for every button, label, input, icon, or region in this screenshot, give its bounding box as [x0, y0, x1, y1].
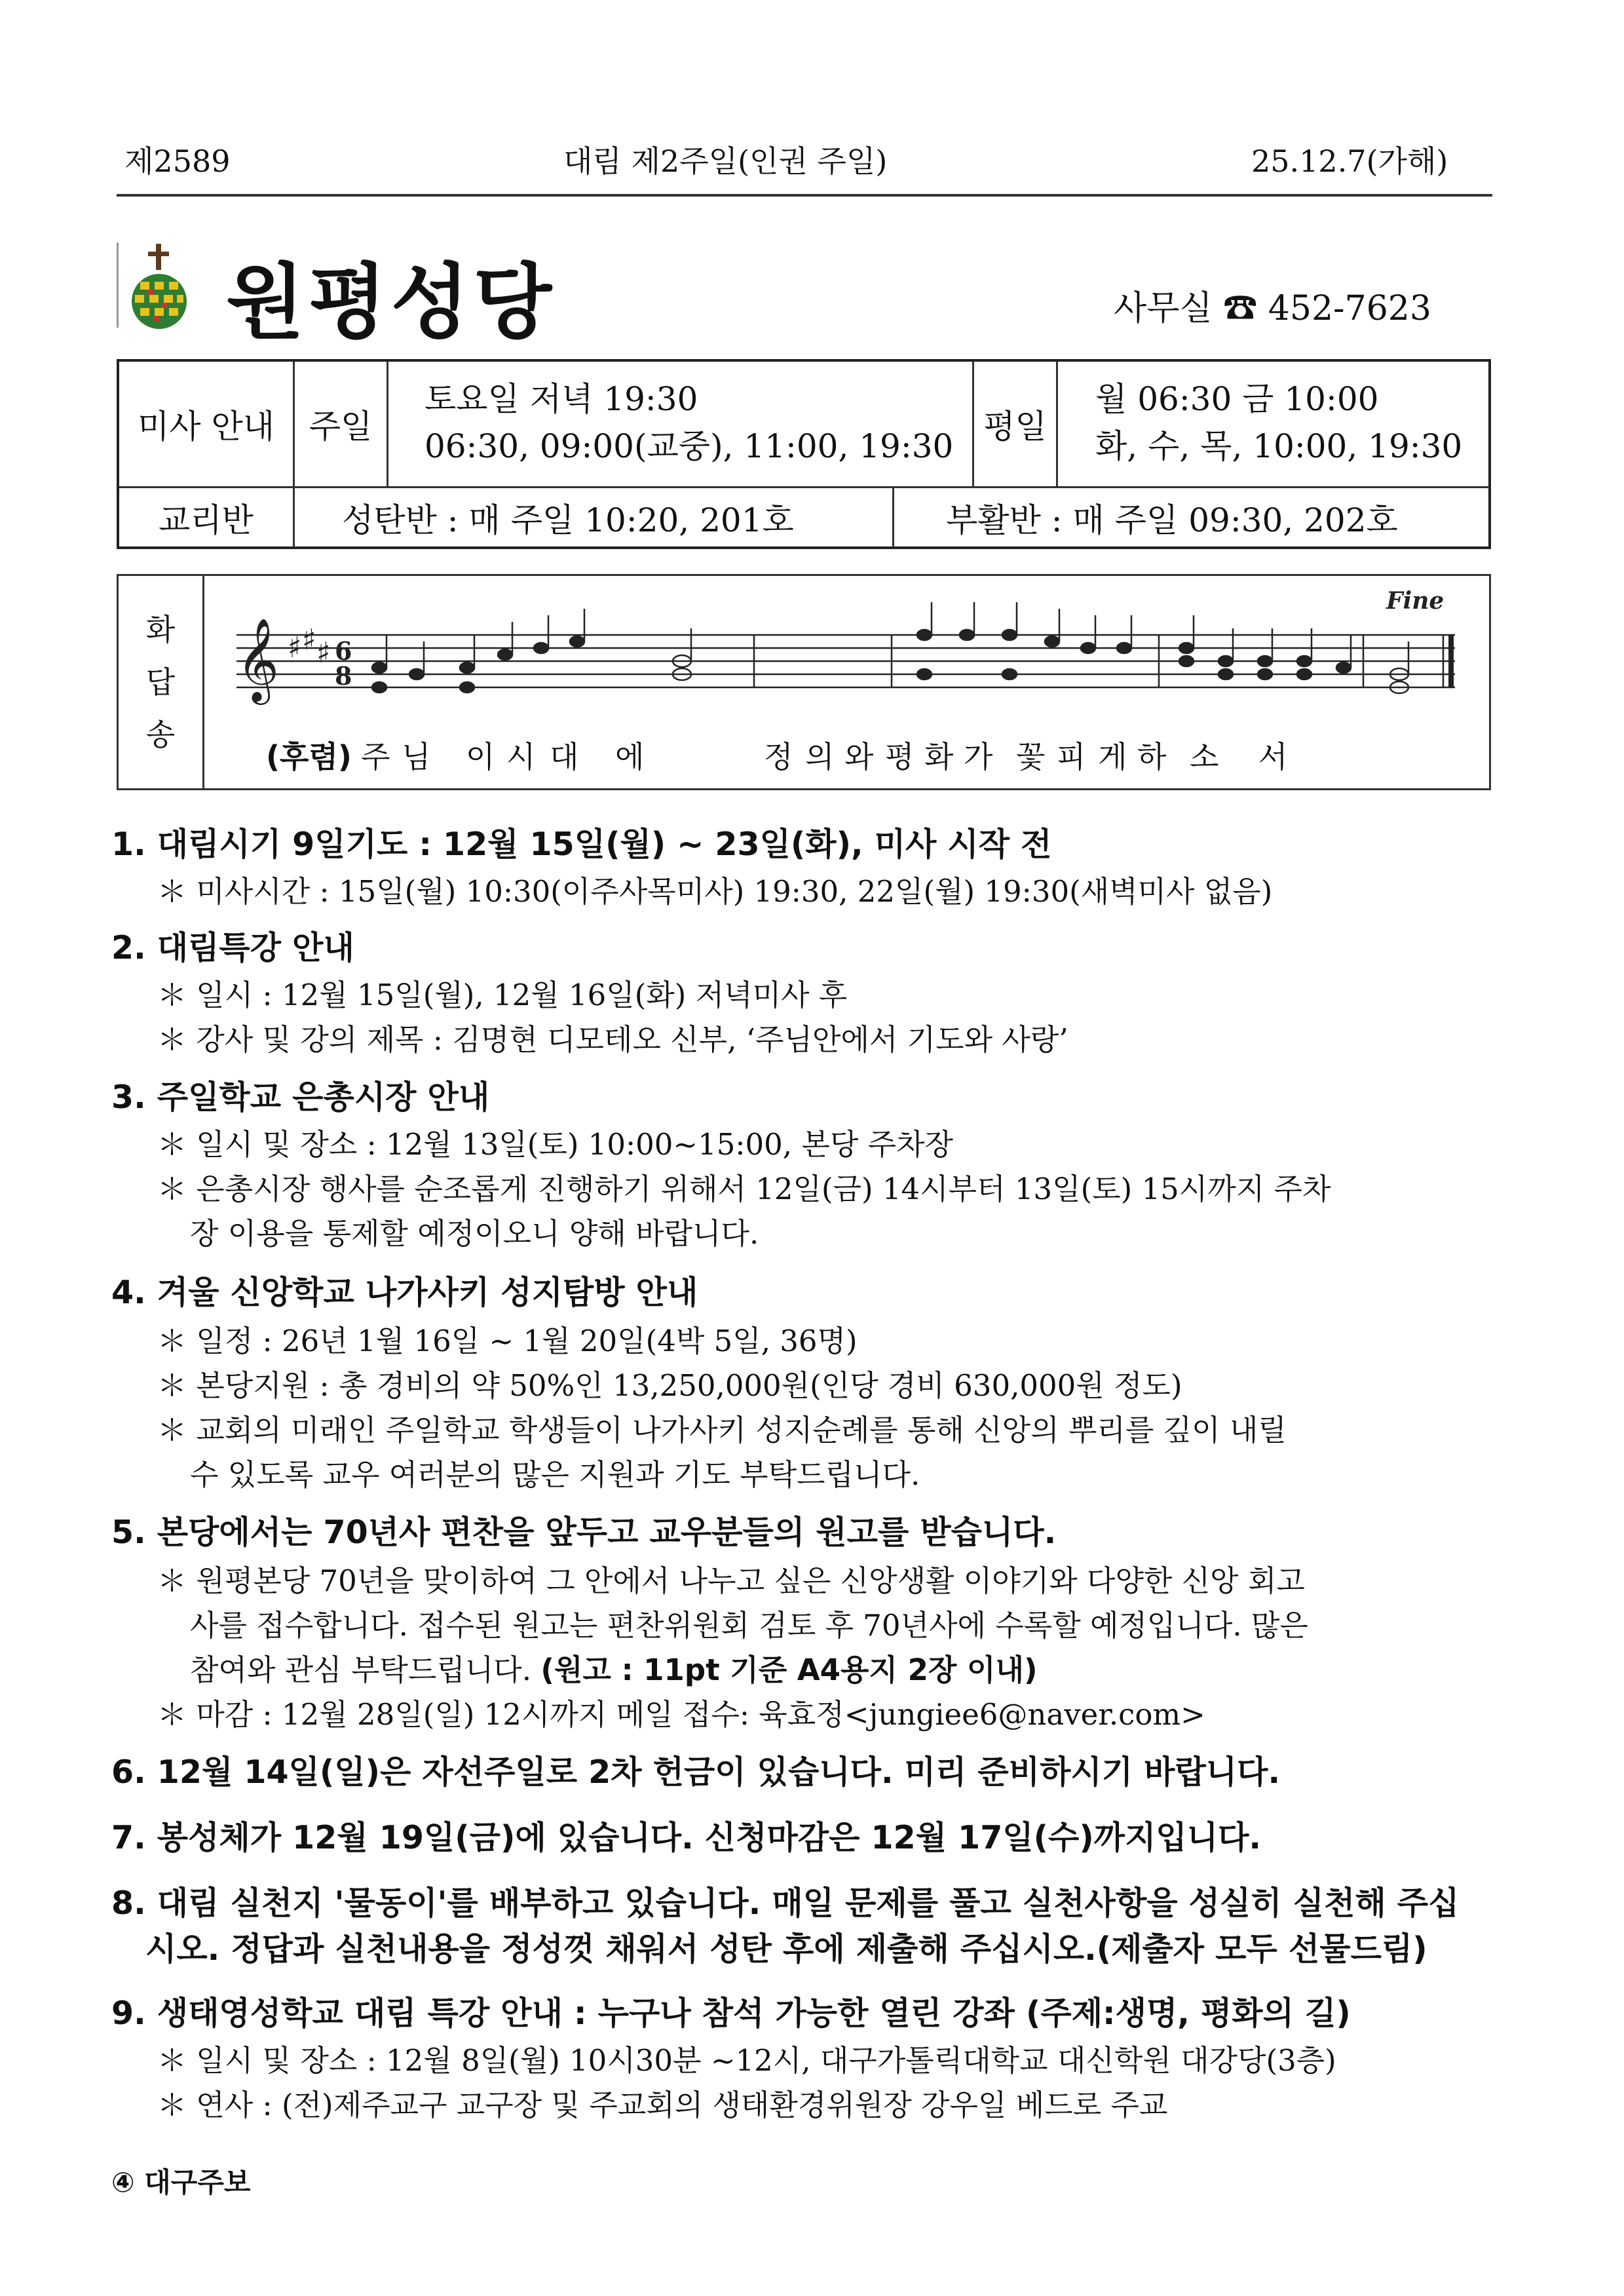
manuscript-spec: (원고 : 11pt 기준 A4용지 2장 이내) — [540, 1653, 1038, 1687]
notice-4-title: 4. 겨울 신앙학교 나가사키 성지탐방 안내 — [111, 1274, 698, 1311]
lyric-syllable: 꽃 — [1016, 739, 1046, 775]
fine-marking: Fine — [1386, 589, 1445, 615]
svg-text:♯: ♯ — [316, 636, 331, 670]
notice-2-title: 2. 대림특강 안내 — [111, 929, 354, 966]
notice-9-item: ＊ 연사 : (전)제주교구 교구장 및 주교회의 생태환경위원장 강우일 베드로 주교 — [157, 2088, 1168, 2122]
lyric-syllable: 이 — [466, 739, 495, 775]
notice-5-item: ＊ 원평본당 70년을 맞이하여 그 안에서 나누고 싶은 신앙생활 이야기와 다양한 신앙 회고 — [157, 1563, 1305, 1598]
treble-clef-icon: 𝄞 — [236, 617, 280, 701]
notice-9-item: ＊ 일시 및 장소 : 12월 8일(월) 10시30분 ~12시, 대구가톨릭대학교 대신학원 대강당(3층) — [157, 2043, 1336, 2078]
lyric-syllable: 가 — [964, 739, 993, 775]
notice-5-item-cont — [190, 1646, 1038, 1689]
catechism-easter: 부활반 : 매 주일 09:30, 202호 — [946, 501, 1398, 539]
catechism-label: 교리반 — [159, 501, 254, 539]
lyric-syllable: 의 — [805, 739, 835, 775]
lyric-syllable: 님 — [402, 739, 431, 775]
issue-number: 제2589 — [124, 144, 231, 179]
office-label: 사무실 — [1114, 289, 1213, 328]
notice-4-item: ＊ 일정 : 26년 1월 16일 ~ 1월 20일(4박 5일, 36명) — [157, 1324, 858, 1358]
sunday-line1: 토요일 저녁 19:30 — [425, 380, 698, 418]
issue-date: 25.12.7(가해) — [1251, 144, 1448, 179]
title-divider — [117, 242, 119, 328]
psalm-label-char: 송 — [145, 717, 176, 752]
notice-1-title: 1. 대림시기 9일기도 : 12월 15일(월) ~ 23일(화), 미사 시작 전 — [111, 826, 1052, 863]
lyric-syllable: 평 — [885, 739, 915, 775]
svg-text:♯: ♯ — [288, 631, 302, 664]
notice-2-item: ＊ 일시 : 12월 15일(월), 12월 16일(화) 저녁미사 후 — [157, 978, 848, 1012]
refrain-label: (후렴) — [266, 739, 352, 775]
lyric-syllable: 서 — [1258, 739, 1288, 775]
notice-3-item-cont: 장 이용을 통제할 예정이오니 양해 바랍니다. — [190, 1216, 759, 1251]
occasion: 대림 제2주일(인권 주일) — [563, 144, 888, 179]
psalm-label — [119, 576, 202, 788]
page-footer: ④ 대구주보 — [111, 2166, 251, 2198]
lyric-syllable: 하 — [1137, 739, 1167, 775]
header-rule — [117, 194, 1492, 197]
lyric-syllable: 피 — [1057, 739, 1086, 775]
notice-4-item: ＊ 교회의 미래인 주일학교 학생들이 나가사키 성지순례를 통해 신앙의 뿌리를 깊이 내릴 — [157, 1413, 1287, 1447]
weekday-line2: 화, 수, 목, 10:00, 19:30 — [1095, 427, 1463, 465]
notice-5-title: 5. 본당에서는 70년사 편찬을 앞두고 교우분들의 원고를 받습니다. — [111, 1514, 1057, 1551]
lyric-syllable: 시 — [506, 739, 536, 775]
notice-3-item: ＊ 은총시장 행사를 순조롭게 진행하기 위해서 12일(금) 14시부터 13일(토) 15시까지 주차 — [157, 1172, 1331, 1206]
notice-5-item: ＊ 마감 : 12월 28일(일) 12시까지 메일 접수: 육효정<jungiee6@naver.com> — [157, 1697, 1205, 1732]
lyric-syllable: 화 — [924, 739, 954, 775]
notice-9-title: 9. 생태영성학교 대림 특강 안내 : 누구나 참석 가능한 열린 강좌 (주제:생명, 평화의 길) — [111, 1995, 1351, 2032]
svg-text:♯: ♯ — [302, 623, 316, 657]
sunday-label: 주일 — [309, 408, 373, 446]
lyric-syllable: 정 — [764, 739, 793, 775]
psalm-label-char: 답 — [145, 664, 176, 700]
sunday-line2: 06:30, 09:00(교중), 11:00, 19:30 — [425, 427, 954, 465]
notice-1-item: ＊ 미사시간 : 15일(월) 10:30(이주사목미사) 19:30, 22일(월) 19:30(새벽미사 없음) — [157, 874, 1273, 909]
notice-7-title: 7. 봉성체가 12월 19일(금)에 있습니다. 신청마감은 12월 17일(수)까지입니다. — [111, 1819, 1262, 1856]
svg-text:8: 8 — [335, 661, 352, 691]
music-staff — [236, 589, 1481, 720]
catechism-christmas: 성탄반 : 매 주일 10:20, 201호 — [342, 501, 794, 539]
notice-4-item: ＊ 본당지원 : 총 경비의 약 50%인 13,250,000원(인당 경비 630,000원 정도) — [157, 1368, 1182, 1403]
notice-4-item-cont: 수 있도록 교우 여러분의 많은 지원과 기도 부탁드립니다. — [190, 1457, 920, 1492]
church-logo-icon — [123, 241, 195, 333]
lyric-syllable: 에 — [615, 739, 645, 775]
notice-8-title: 8. 대림 실천지 '물동이'를 배부하고 있습니다. 매일 문제를 풀고 실천사항을 성실히 실천해 주십 — [111, 1885, 1460, 1922]
office-contact — [1114, 280, 1431, 330]
notice-6-title: 6. 12월 14일(일)은 자선주일로 2차 헌금이 있습니다. 미리 준비하시기 바랍니다. — [111, 1753, 1281, 1791]
lyric-syllable: 소 — [1190, 739, 1219, 775]
mass-label: 미사 안내 — [137, 408, 275, 446]
parish-title: 원평성당 — [226, 256, 556, 350]
weekday-line1: 월 06:30 금 10:00 — [1095, 380, 1379, 418]
lyric-syllable: 게 — [1098, 739, 1127, 775]
mass-schedule-table — [117, 359, 1491, 549]
notice-3-title: 3. 주일학교 은총시장 안내 — [111, 1079, 490, 1116]
notice-3-item: ＊ 일시 및 장소 : 12월 13일(토) 10:00~15:00, 본당 주차장 — [157, 1127, 954, 1162]
notice-2-item: ＊ 강사 및 강의 제목 : 김명현 디모테오 신부, ‘주님안에서 기도와 사랑’ — [157, 1022, 1068, 1057]
responsorial-psalm-box — [117, 574, 1491, 790]
phone-icon: ☎ — [1223, 289, 1258, 328]
notice-8-title-cont: 시오. 정답과 실천내용을 정성껏 채워서 성탄 후에 제출해 주십시오.(제출자 모두 선물드림) — [145, 1930, 1427, 1968]
office-phone: 452-7623 — [1268, 289, 1431, 328]
lyric-syllable: 대 — [550, 739, 579, 775]
lyric-syllable: 주 — [361, 739, 390, 775]
psalm-label-char: 화 — [145, 612, 176, 647]
notice-5-item-cont: 사를 접수합니다. 접수된 원고는 편찬위원회 검토 후 70년사에 수록할 예정입니다. 많은 — [190, 1608, 1308, 1643]
weekday-label: 평일 — [983, 408, 1047, 446]
notice-5-item-cont-text: 참여와 관심 부탁드립니다. — [190, 1653, 532, 1687]
lyric-syllable: 와 — [844, 739, 874, 775]
svg-text:6: 6 — [335, 636, 352, 666]
